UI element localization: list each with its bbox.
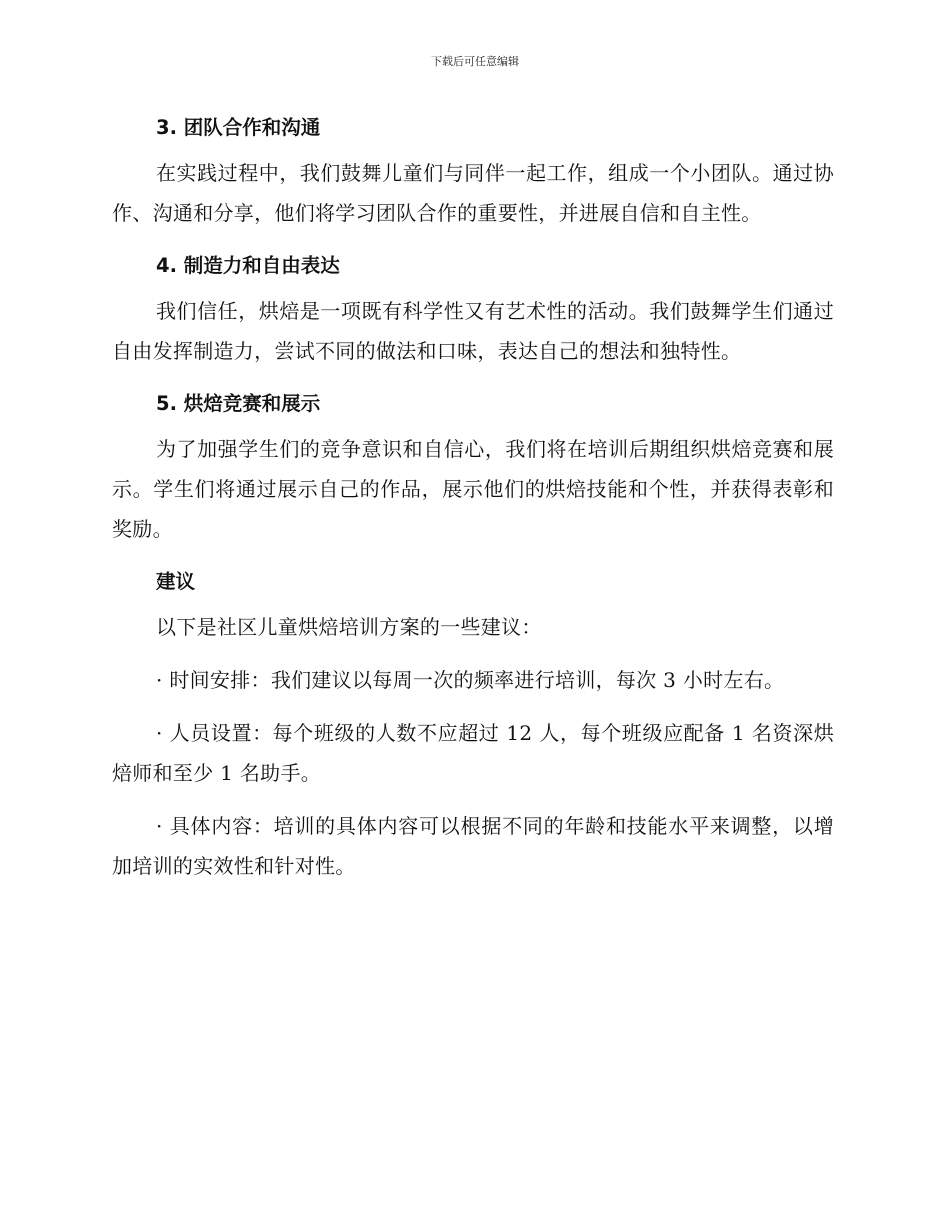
section-heading-teamwork: 3. 团队合作和沟通: [156, 116, 321, 139]
paragraph-creativity: 我们信任，烘焙是一项既有科学性又有艺术性的活动。我们鼓舞学生们通过自由发挥制造力，尝试不同的做法和口味，表达自己的想法和独特性。: [112, 299, 834, 363]
list-item-schedule: · 时间安排：我们建议以每周一次的频率进行培训，每次 3 小时左右。: [156, 668, 785, 692]
paragraph-suggestions-intro: 以下是社区儿童烘焙培训方案的一些建议：: [156, 615, 542, 639]
paragraph-teamwork: 在实践过程中，我们鼓舞儿童们与同伴一起工作，组成一个小团队。通过协作、沟通和分享，他们将学习团队合作的重要性，并进展自信和自主性。: [112, 161, 834, 225]
paragraph-competition: 为了加强学生们的竞争意识和自信心，我们将在培训后期组织烘焙竞赛和展示。学生们将通过展示自己的作品，展示他们的烘焙技能和个性，并获得表彰和奖励。: [112, 437, 834, 541]
header-note: 下载后可任意编辑: [431, 55, 519, 68]
section-heading-suggestions: 建议: [156, 570, 196, 593]
list-item-staffing: · 人员设置：每个班级的人数不应超过 12 人，每个班级应配备 1 名资深烘焙师和至少 1 名助手。: [112, 721, 834, 785]
document-body: [112, 108, 834, 899]
section-heading-creativity: 4. 制造力和自由表达: [156, 254, 340, 277]
section-heading-competition: 5. 烘焙竞赛和展示: [156, 392, 321, 415]
list-item-content: · 具体内容：培训的具体内容可以根据不同的年龄和技能水平来调整，以增加培训的实效性和针对性。: [112, 814, 834, 878]
